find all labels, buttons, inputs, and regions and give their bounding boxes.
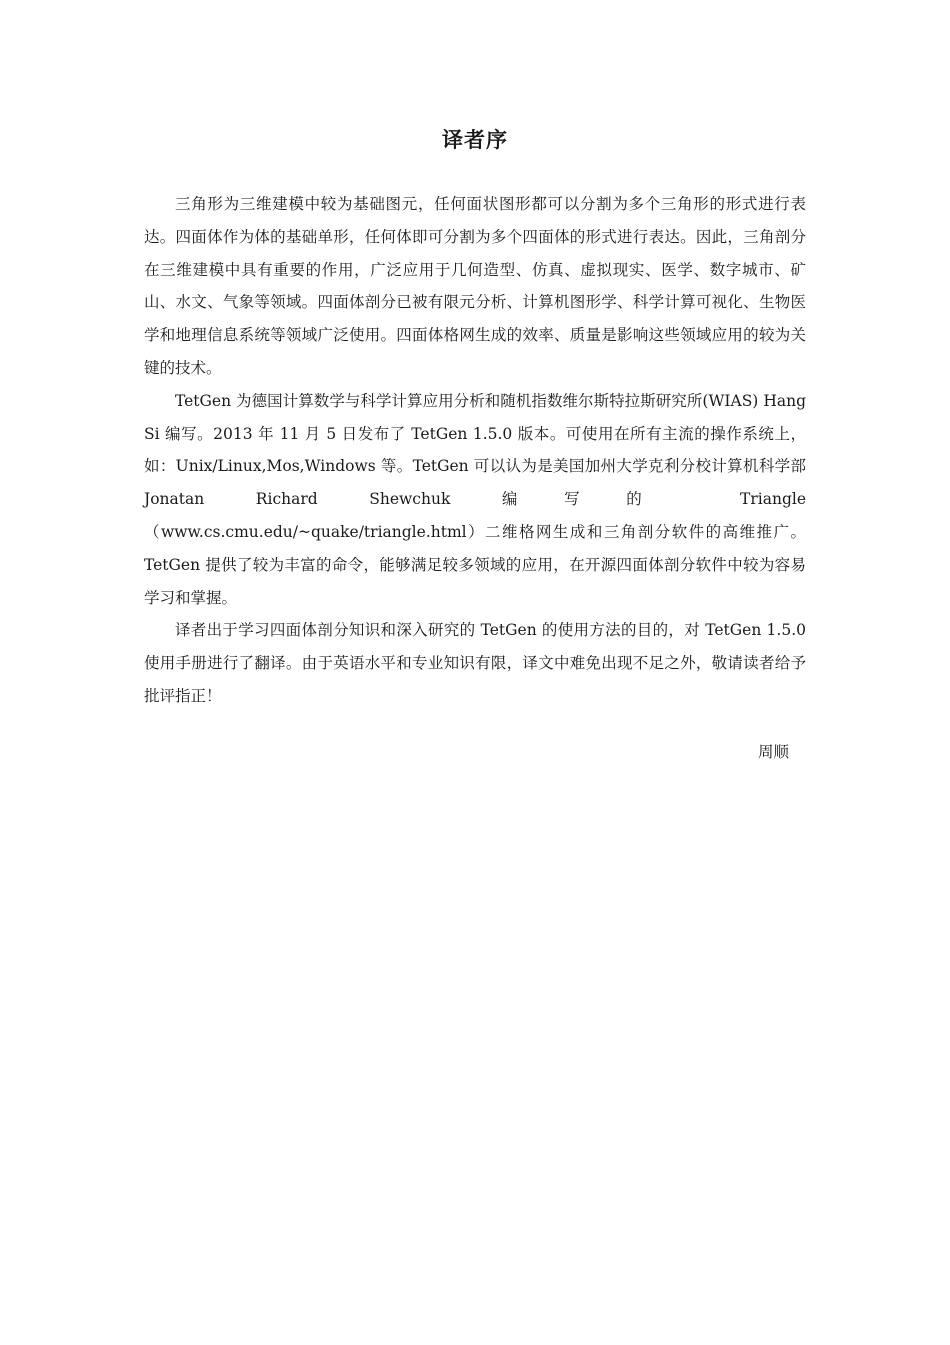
paragraph-intro: 三角形为三维建模中较为基础图元，任何面状图形都可以分割为多个三角形的形式进行表达。四面体作为体的基础单形，任何体即可分割为多个四面体的形式进行表达。因此，三角剖分在三维建模中具有重要的作用，广泛应用于几何造型、仿真、虚拟现实、医学、数字城市、矿山、水文、气象等领域。四面体剖分已被有限元分析、计算机图形学、科学计算可视化、生物医学和地理信息系统等领域广泛使用。四面体格网生成的效率、质量是影响这些领域应用的较为关键的技术。 xyxy=(144,195,806,377)
translator-signature: 周顺 xyxy=(757,743,789,761)
document-body xyxy=(144,188,806,713)
document-title: 译者序 xyxy=(442,127,508,152)
paragraph-tetgen: TetGen 为德国计算数学与科学计算应用分析和随机指数维尔斯特拉斯研究所(WIAS) Hang Si 编写。2013 年 11 月 5 日发布了 TetGen 1.5.0 版本。可使用在所有主流的操作系统上，如：Unix/Linux,Mos,Windows 等。TetGen 可以认为是美国加州大学克利分校计算机科学部 Jonatan Richard Shewchuk 编写的 Triangle（www.cs.cmu.edu/~quake/triangle.html）二维格网生成和三角剖分软件的高维推广。TetGen 提供了较为丰富的命令，能够满足较多领域的应用，在开源四面体剖分软件中较为容易学习和掌握。 xyxy=(144,391,806,607)
paragraph-translator: 译者出于学习四面体剖分知识和深入研究的 TetGen 的使用方法的目的，对 TetGen 1.5.0 使用手册进行了翻译。由于英语水平和专业知识有限，译文中难免出现不足之外，敬请读者给予批评指正！ xyxy=(144,621,806,705)
